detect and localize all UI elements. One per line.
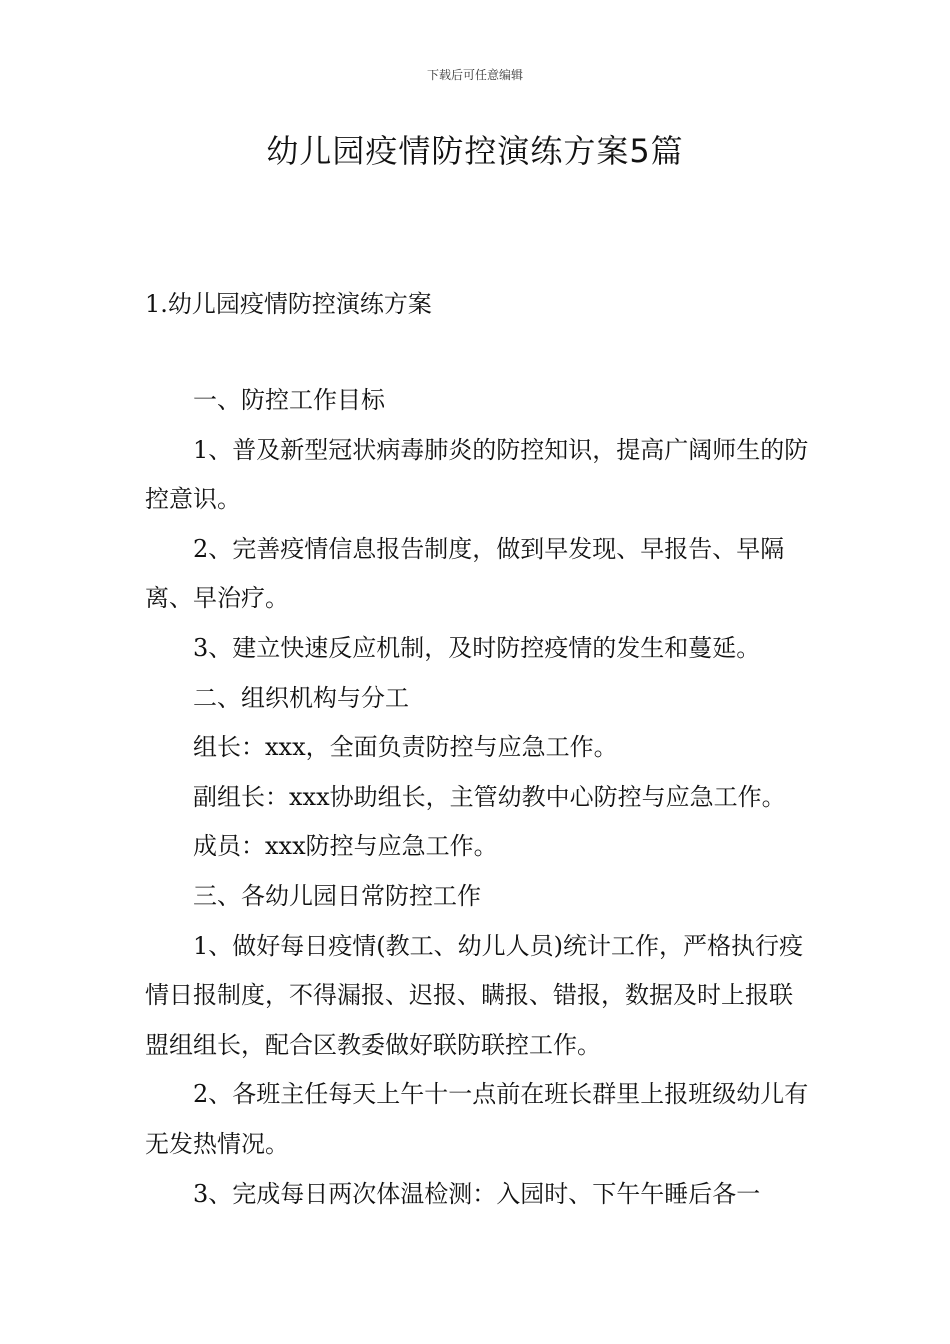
paragraph: 2、各班主任每天上午十一点前在班长群里上报班级幼儿有无发热情况。 bbox=[145, 1080, 809, 1158]
paragraph: 1、做好每日疫情(教工、幼儿人员)统计工作，严格执行疫情日报制度，不得漏报、迟报、瞒报、错报，数据及时上报联盟组组长，配合区教委做好联防联控工作。 bbox=[145, 931, 803, 1059]
paragraph: 2、完善疫情信息报告制度，做到早发现、早报告、早隔离、早治疗。 bbox=[145, 534, 785, 613]
heading-goals: 一、防控工作目标 bbox=[193, 386, 385, 414]
paragraph: 3、完成每日两次体温检测：入园时、下午午睡后各一 bbox=[193, 1179, 761, 1208]
document-title: 幼儿园疫情防控演练方案5篇 bbox=[266, 132, 684, 170]
document-body bbox=[145, 376, 815, 1219]
paragraph: 组长：xxx，全面负责防控与应急工作。 bbox=[193, 733, 618, 762]
section-title: 1.幼儿园疫情防控演练方案 bbox=[145, 290, 432, 318]
paragraph: 3、建立快速反应机制，及时防控疫情的发生和蔓延。 bbox=[193, 633, 761, 662]
paragraph: 成员：xxx防控与应急工作。 bbox=[193, 832, 498, 861]
heading-organization: 二、组织机构与分工 bbox=[193, 683, 409, 712]
heading-daily-work: 三、各幼儿园日常防控工作 bbox=[193, 881, 481, 910]
page-header-note: 下载后可任意编辑 bbox=[426, 68, 523, 82]
paragraph: 副组长：xxx协助组长，主管幼教中心防控与应急工作。 bbox=[193, 782, 786, 811]
paragraph: 1、普及新型冠状病毒肺炎的防控知识，提高广阔师生的防控意识。 bbox=[145, 435, 809, 514]
